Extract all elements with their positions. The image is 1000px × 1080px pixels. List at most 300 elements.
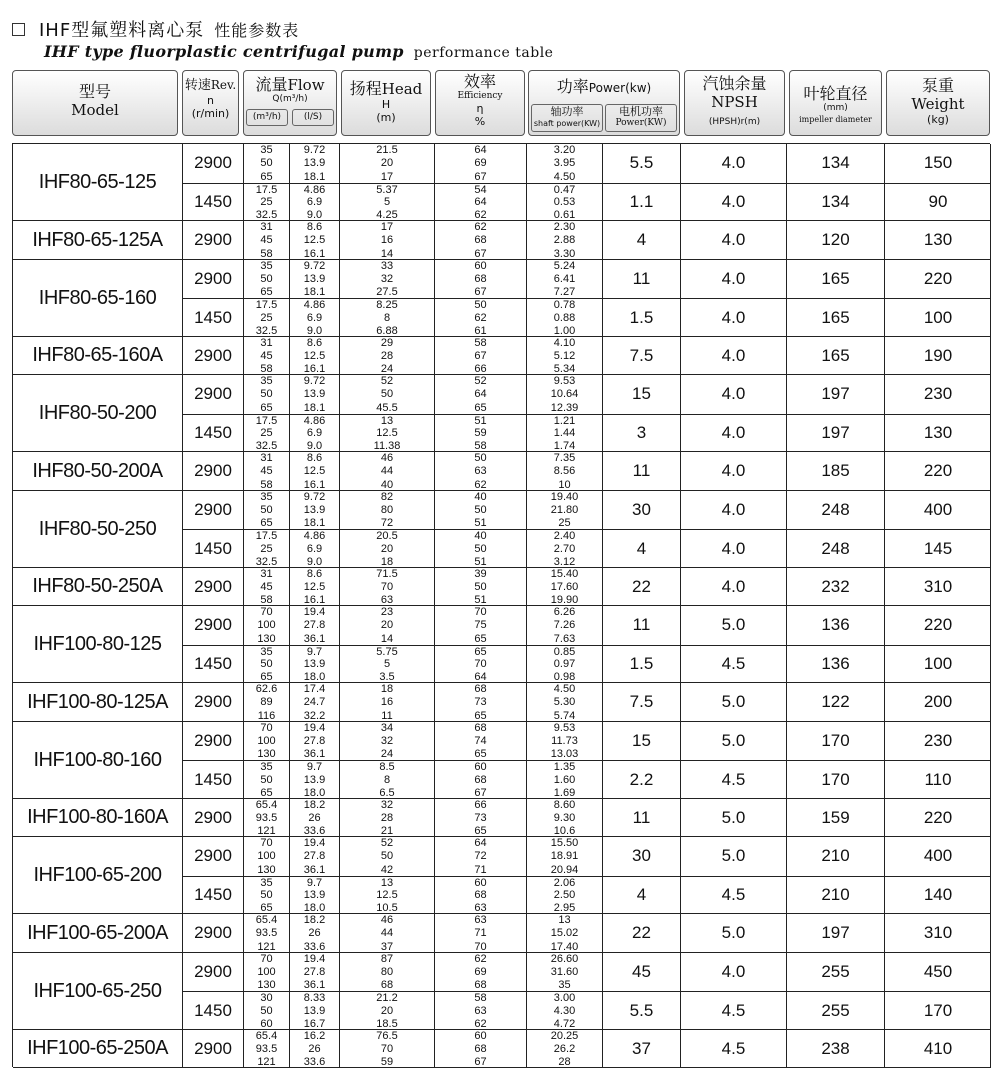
table-row xyxy=(183,337,991,376)
value: 30 xyxy=(260,992,273,1004)
value: 1.60 xyxy=(553,773,576,786)
value: 130 xyxy=(257,979,276,991)
value: 68 xyxy=(474,234,487,247)
page-title-en-sub: performance table xyxy=(413,45,554,61)
value: 50 xyxy=(474,299,487,311)
head-cell xyxy=(340,568,435,607)
value: 13.03 xyxy=(550,748,579,760)
value: 6.88 xyxy=(376,324,398,337)
efficiency-cell xyxy=(435,415,527,453)
speed-cell: 2900 xyxy=(183,837,244,876)
value: 58 xyxy=(260,594,273,606)
value: 63 xyxy=(474,1004,487,1017)
value: 62 xyxy=(474,221,487,233)
value: 35 xyxy=(260,144,273,156)
efficiency-cell xyxy=(435,683,527,722)
flow-ls-cell xyxy=(290,606,340,645)
head-cell xyxy=(340,683,435,722)
value: 0.97 xyxy=(553,658,576,671)
flow-m3h-cell xyxy=(244,646,290,684)
value: 9.0 xyxy=(306,209,323,221)
value: 60 xyxy=(474,761,487,773)
value: 100 xyxy=(257,965,276,978)
table-row xyxy=(183,529,991,568)
efficiency-cell xyxy=(435,568,527,607)
value: 36.1 xyxy=(303,979,326,991)
table-row xyxy=(183,491,991,530)
value: 19.4 xyxy=(303,952,326,965)
value: 44 xyxy=(380,465,394,478)
value: 18 xyxy=(380,683,394,695)
table-row xyxy=(183,760,991,799)
efficiency-cell xyxy=(435,452,527,491)
value: 68 xyxy=(474,889,487,902)
value: 5.75 xyxy=(376,645,398,658)
value: 2.30 xyxy=(553,221,576,233)
value: 13.9 xyxy=(303,272,326,285)
header-head-label xyxy=(342,79,430,98)
subtitle-row xyxy=(44,42,553,64)
efficiency-cell xyxy=(435,646,527,684)
efficiency-cell xyxy=(435,606,527,645)
npsh-cell: 4.0 xyxy=(681,221,787,260)
value: 100 xyxy=(257,850,276,863)
shaft-power-cell xyxy=(527,144,603,183)
header-head-unit: (m) xyxy=(376,111,396,124)
weight-cell: 220 xyxy=(923,268,953,288)
value: 23 xyxy=(380,606,394,618)
value: 0.78 xyxy=(553,299,576,311)
npsh-cell: 4.0 xyxy=(681,260,787,299)
value: 35 xyxy=(260,259,273,272)
header-head-sym: H xyxy=(381,98,391,111)
value: 67 xyxy=(474,286,487,298)
value: 12.5 xyxy=(376,427,398,440)
value: 65.4 xyxy=(255,914,278,926)
model-block xyxy=(13,953,991,1030)
flow-m3h-cell xyxy=(244,992,290,1030)
model-block xyxy=(13,491,991,568)
flow-ls-cell xyxy=(290,914,340,953)
flow-ls-cell xyxy=(290,683,340,722)
value: 40 xyxy=(474,490,487,503)
header-npsh-unit: (HPSH)r(m) xyxy=(708,117,761,127)
npsh-cell: 4.0 xyxy=(681,299,787,337)
value: 7.26 xyxy=(553,619,576,632)
value: 13.9 xyxy=(303,658,326,671)
impeller-cell: 232 xyxy=(787,568,885,607)
npsh-cell: 4.0 xyxy=(681,375,787,414)
impeller-cell: 165 xyxy=(787,260,885,299)
value: 36.1 xyxy=(303,863,326,876)
value: 11.38 xyxy=(373,440,401,452)
value: 13.9 xyxy=(303,157,326,170)
value: 71.5 xyxy=(376,567,398,580)
impeller-cell: 136 xyxy=(787,606,885,645)
value: 21.80 xyxy=(550,503,579,516)
impeller-cell: 134 xyxy=(787,184,885,222)
value: 26 xyxy=(308,1042,321,1055)
value: 31 xyxy=(260,336,273,349)
value: 9.0 xyxy=(306,555,323,568)
flow-m3h-cell xyxy=(244,568,290,607)
model-name: IHF100-65-250 xyxy=(13,953,183,1030)
value: 9.72 xyxy=(303,144,326,156)
value: 74 xyxy=(474,734,487,747)
head-cell xyxy=(340,1030,435,1069)
value: 19.90 xyxy=(550,594,579,606)
model-block xyxy=(13,914,991,953)
value: 64 xyxy=(474,388,487,401)
value: 69 xyxy=(474,157,487,170)
header-wt-cn: 泵重 xyxy=(921,76,954,95)
checkbox-icon xyxy=(12,23,25,36)
motor-power-cell: 3 xyxy=(603,415,681,453)
shaft-power-cell xyxy=(527,415,603,453)
flow-ls-cell xyxy=(290,375,340,414)
header-speed-sym: n xyxy=(207,94,214,107)
value: 65 xyxy=(260,401,273,414)
value: 20.5 xyxy=(376,530,398,542)
value: 64 xyxy=(474,837,487,849)
speed-cell: 2900 xyxy=(183,144,244,183)
value: 25 xyxy=(260,311,273,324)
header-speed-cn: 转速 xyxy=(184,78,211,93)
value: 5.24 xyxy=(553,259,576,272)
value: 39 xyxy=(474,567,487,580)
flow-ls-cell xyxy=(290,221,340,260)
flow-m3h-cell xyxy=(244,837,290,876)
model-name: IHF100-65-200 xyxy=(13,837,183,914)
value: 50 xyxy=(260,157,273,170)
flow-m3h-cell xyxy=(244,415,290,453)
weight-cell: 145 xyxy=(923,538,953,558)
table-row xyxy=(183,183,991,222)
value: 67 xyxy=(474,1056,487,1068)
value: 12.5 xyxy=(303,234,326,247)
header-npsh xyxy=(684,70,785,136)
value: 72 xyxy=(380,517,394,529)
weight-cell: 310 xyxy=(923,923,953,943)
header-npsh-en: NPSH xyxy=(711,93,758,111)
speed-cell: 2900 xyxy=(183,606,244,645)
model-block xyxy=(13,144,991,221)
impeller-cell: 255 xyxy=(787,992,885,1030)
npsh-cell: 5.0 xyxy=(681,837,787,876)
value: 58 xyxy=(474,336,487,349)
value: 4.25 xyxy=(376,209,398,221)
value: 130 xyxy=(257,748,276,760)
value: 17 xyxy=(380,170,394,183)
value: 21.5 xyxy=(376,144,398,156)
flow-ls-cell xyxy=(290,452,340,491)
model-block xyxy=(13,606,991,683)
flow-ls-cell xyxy=(290,415,340,453)
value: 33 xyxy=(380,259,394,272)
shaft-power-cell xyxy=(527,221,603,260)
speed-cell: 1450 xyxy=(183,992,244,1030)
value: 65 xyxy=(260,170,273,183)
npsh-cell: 4.5 xyxy=(681,877,787,915)
value: 15.40 xyxy=(550,567,579,580)
motor-power-cell: 2.2 xyxy=(603,761,681,799)
header-weight xyxy=(886,70,990,136)
value: 0.98 xyxy=(553,671,576,683)
npsh-cell: 5.0 xyxy=(681,606,787,645)
shaft-power-cell xyxy=(527,722,603,761)
table-row xyxy=(183,953,991,992)
value: 35 xyxy=(260,490,273,503)
value: 70 xyxy=(474,606,487,618)
value: 8.25 xyxy=(376,299,398,311)
value: 8.6 xyxy=(306,567,323,580)
flow-m3h-cell xyxy=(244,452,290,491)
speed-cell: 2900 xyxy=(183,683,244,722)
model-name: IHF80-65-125A xyxy=(13,221,183,260)
value: 24.7 xyxy=(303,696,326,709)
value: 42 xyxy=(380,863,394,876)
value: 13.9 xyxy=(303,503,326,516)
model-name: IHF80-50-200A xyxy=(13,452,183,491)
shaft-power-cell xyxy=(527,1030,603,1069)
value: 9.0 xyxy=(306,324,323,337)
impeller-cell: 165 xyxy=(787,337,885,376)
model-name: IHF80-50-250A xyxy=(13,568,183,607)
header-imp-cn: 叶轮直径 xyxy=(803,84,868,103)
value: 12.5 xyxy=(303,349,326,362)
model-name: IHF80-50-200 xyxy=(13,375,183,452)
impeller-cell: 197 xyxy=(787,415,885,453)
value: 6.9 xyxy=(306,427,323,440)
flow-m3h-cell xyxy=(244,184,290,222)
value: 28 xyxy=(380,349,394,362)
npsh-cell: 4.0 xyxy=(681,144,787,183)
weight-cell: 400 xyxy=(923,499,953,519)
flow-m3h-cell xyxy=(244,337,290,376)
value: 0.61 xyxy=(553,209,576,221)
efficiency-cell xyxy=(435,375,527,414)
model-name: IHF100-80-125A xyxy=(13,683,183,722)
flow-m3h-cell xyxy=(244,491,290,530)
model-name: IHF100-80-160A xyxy=(13,799,183,838)
value: 58 xyxy=(474,992,487,1004)
value: 59 xyxy=(380,1056,394,1068)
value: 46 xyxy=(380,914,394,926)
value: 28 xyxy=(380,811,394,824)
value: 36.1 xyxy=(303,748,326,760)
value: 20 xyxy=(380,619,394,632)
weight-cell: 130 xyxy=(923,230,953,250)
value: 116 xyxy=(257,709,276,722)
flow-ls-cell xyxy=(290,953,340,992)
table-row xyxy=(183,722,991,761)
table-row xyxy=(183,799,991,838)
impeller-cell: 136 xyxy=(787,646,885,684)
value: 121 xyxy=(257,825,276,837)
value: 72 xyxy=(474,850,487,863)
flow-ls-cell xyxy=(290,184,340,222)
head-cell xyxy=(340,415,435,453)
value: 70 xyxy=(260,837,273,849)
flow-m3h-cell xyxy=(244,221,290,260)
header-speed-unit: (r/min) xyxy=(191,107,230,120)
motor-power-cell: 7.5 xyxy=(603,337,681,376)
value: 3.30 xyxy=(553,247,576,260)
value: 4.50 xyxy=(553,683,576,695)
header-model-cn: 型号 xyxy=(78,82,111,101)
efficiency-cell xyxy=(435,337,527,376)
flow-m3h-cell xyxy=(244,683,290,722)
flow-m3h-cell xyxy=(244,260,290,299)
value: 6.41 xyxy=(553,272,576,285)
value: 68 xyxy=(474,721,487,734)
header-flow-en: Flow xyxy=(287,76,325,94)
value: 8.5 xyxy=(379,761,395,773)
value: 18.2 xyxy=(303,914,326,926)
model-block xyxy=(13,1030,991,1069)
speed-cell: 2900 xyxy=(183,260,244,299)
efficiency-cell xyxy=(435,299,527,337)
value: 65 xyxy=(260,671,273,683)
value: 20.94 xyxy=(550,863,579,876)
value: 71 xyxy=(474,863,487,876)
speed-cell: 2900 xyxy=(183,1030,244,1069)
value: 65 xyxy=(474,709,487,722)
value: 40 xyxy=(380,478,394,491)
head-cell xyxy=(340,530,435,568)
flow-ls-cell xyxy=(290,646,340,684)
value: 65.4 xyxy=(255,1029,278,1042)
motor-power-cell: 30 xyxy=(603,837,681,876)
value: 35 xyxy=(558,979,571,991)
weight-cell: 220 xyxy=(923,615,953,635)
efficiency-cell xyxy=(435,722,527,761)
header-wt-en: Weight xyxy=(911,95,965,113)
impeller-cell: 210 xyxy=(787,877,885,915)
value: 17.5 xyxy=(255,299,278,311)
npsh-cell: 4.0 xyxy=(681,415,787,453)
speed-cell: 1450 xyxy=(183,415,244,453)
motor-power-cell: 11 xyxy=(603,799,681,838)
shaft-power-cell xyxy=(527,646,603,684)
value: 121 xyxy=(257,940,276,953)
shaft-power-cell xyxy=(527,992,603,1030)
value: 70 xyxy=(380,580,394,593)
value: 65 xyxy=(260,517,273,529)
value: 50 xyxy=(260,658,273,671)
value: 32 xyxy=(380,272,394,285)
table-row xyxy=(183,683,991,722)
value: 19.4 xyxy=(303,837,326,849)
flow-ls-cell xyxy=(290,530,340,568)
value: 8.33 xyxy=(303,992,326,1004)
weight-cell: 110 xyxy=(924,769,952,789)
shaft-power-cell xyxy=(527,337,603,376)
impeller-cell: 159 xyxy=(787,799,885,838)
value: 8.6 xyxy=(306,336,323,349)
motor-power-cell: 4 xyxy=(603,221,681,260)
speed-cell: 2900 xyxy=(183,914,244,953)
value: 13.9 xyxy=(303,1004,326,1017)
speed-cell: 2900 xyxy=(183,953,244,992)
speed-cell: 2900 xyxy=(183,799,244,838)
value: 21 xyxy=(380,825,394,837)
value: 25 xyxy=(260,427,273,440)
value: 4.50 xyxy=(553,170,576,183)
value: 18 xyxy=(380,555,394,568)
value: 1.21 xyxy=(553,414,576,427)
value: 121 xyxy=(257,1056,276,1068)
motor-power-cell: 37 xyxy=(603,1030,681,1069)
shaft-power-cell xyxy=(527,260,603,299)
value: 54 xyxy=(474,183,487,196)
value: 62 xyxy=(474,952,487,965)
value: 2.06 xyxy=(553,876,576,889)
value: 3.5 xyxy=(379,671,395,683)
value: 2.95 xyxy=(553,902,576,914)
value: 13 xyxy=(380,414,394,427)
value: 7.27 xyxy=(553,286,576,298)
speed-cell: 1450 xyxy=(183,877,244,915)
value: 17.60 xyxy=(550,580,579,593)
header-flow xyxy=(243,70,337,136)
value: 52 xyxy=(380,837,394,849)
flow-ls-cell xyxy=(290,491,340,530)
page-title-en: IHF type fluorplastic centrifugal pump xyxy=(44,42,404,61)
head-cell xyxy=(340,337,435,376)
value: 65 xyxy=(474,645,487,658)
value: 6.9 xyxy=(306,542,323,555)
value: 64 xyxy=(474,196,487,209)
value: 62 xyxy=(474,209,487,221)
header-flow-unit-ls: (l/S) xyxy=(292,109,334,126)
header-motor-cn: 电机功率 xyxy=(619,105,663,118)
flow-m3h-cell xyxy=(244,299,290,337)
npsh-cell: 4.0 xyxy=(681,568,787,607)
model-name: IHF80-50-250 xyxy=(13,491,183,568)
flow-m3h-cell xyxy=(244,914,290,953)
value: 58 xyxy=(474,440,487,452)
header-speed-label xyxy=(183,77,238,94)
value: 63 xyxy=(474,465,487,478)
value: 60 xyxy=(474,259,487,272)
value: 9.30 xyxy=(553,811,576,824)
npsh-cell: 4.0 xyxy=(681,337,787,376)
value: 31 xyxy=(260,452,273,464)
value: 3.00 xyxy=(553,992,576,1004)
value: 6.26 xyxy=(553,606,576,618)
motor-power-cell: 5.5 xyxy=(603,992,681,1030)
weight-cell: 170 xyxy=(923,1000,953,1020)
table-row xyxy=(183,260,991,299)
value: 18.1 xyxy=(303,286,326,298)
header-head-en: Head xyxy=(381,80,423,98)
value: 4.30 xyxy=(553,1004,576,1017)
value: 5.37 xyxy=(376,183,398,196)
impeller-cell: 120 xyxy=(787,221,885,260)
value: 67 xyxy=(474,170,487,183)
model-name: IHF80-65-125 xyxy=(13,144,183,221)
efficiency-cell xyxy=(435,992,527,1030)
value: 9.72 xyxy=(303,490,326,503)
table-row xyxy=(183,144,991,183)
value: 35 xyxy=(260,375,273,387)
header-speed-en: Rev. xyxy=(210,78,237,92)
npsh-cell: 5.0 xyxy=(681,683,787,722)
value: 29 xyxy=(380,336,394,349)
value: 59 xyxy=(474,427,487,440)
value: 3.20 xyxy=(553,144,576,156)
